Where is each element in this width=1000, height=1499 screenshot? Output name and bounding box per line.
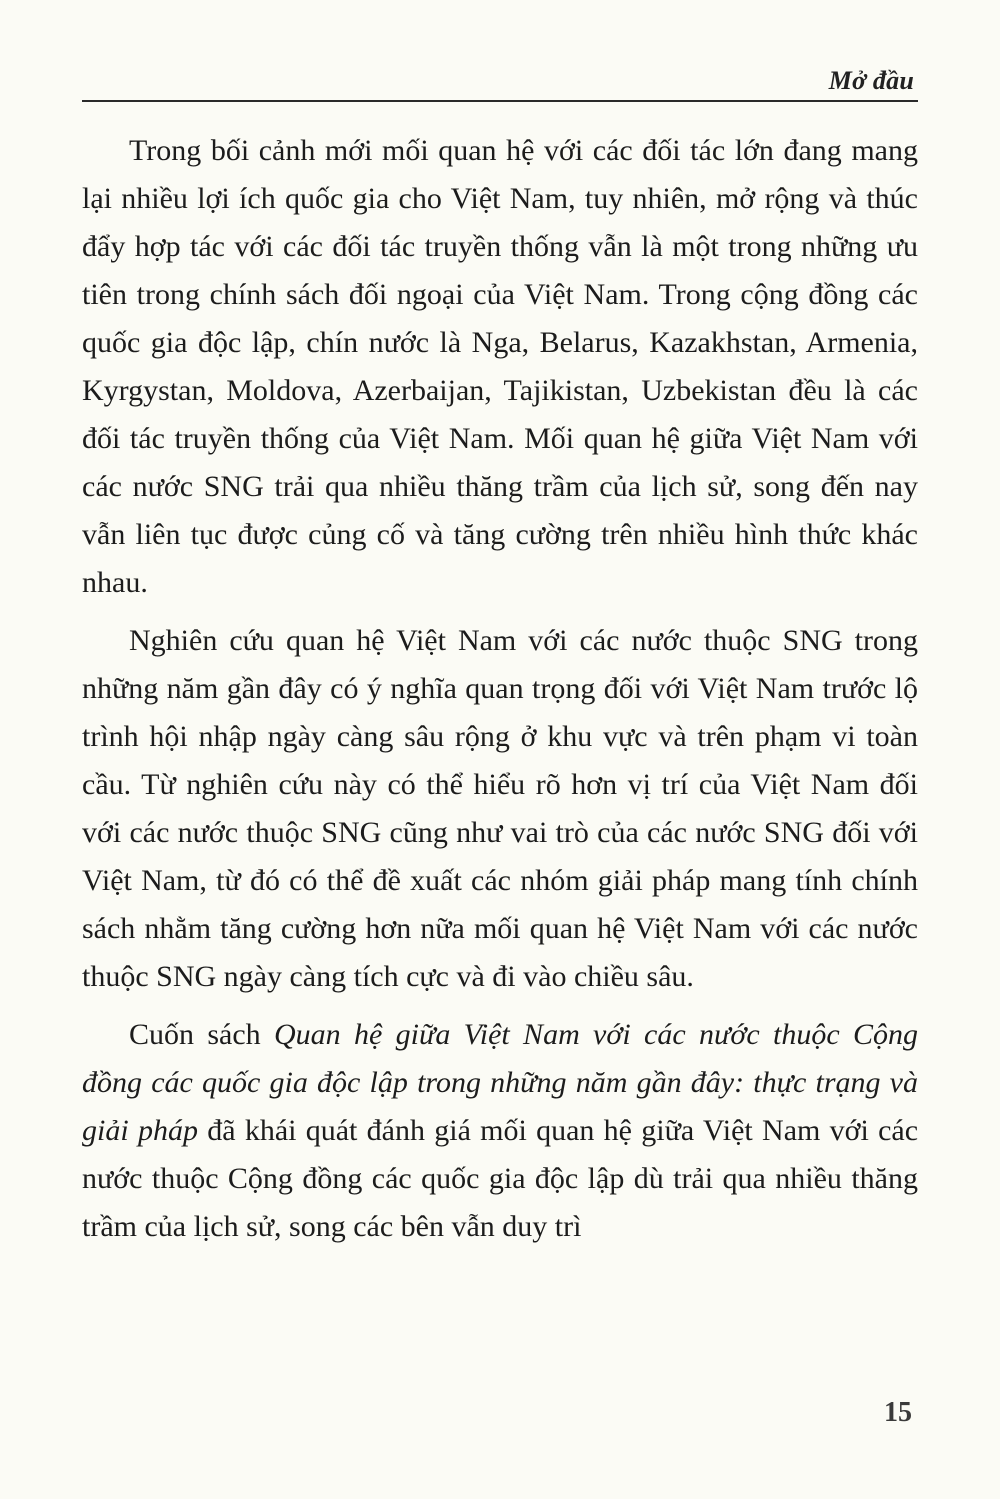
- book-title: Quan hệ giữa Việt Nam với các nước thuộc Cộng đồng các quốc gia độc lập trong những năm gần đây: thực trạng và giải pháp: [82, 1018, 919, 1147]
- header-divider: [82, 100, 918, 102]
- body-paragraph: [82, 1011, 918, 1251]
- body-paragraph: Nghiên cứu quan hệ Việt Nam với các nước thuộc SNG trong những năm gần đây có ý nghĩa quan trọng đối với Việt Nam trước lộ trình hội nhập ngày càng sâu rộng ở khu vực và trên phạm vi toàn cầu. Từ nghiên cứu này có thể hiểu rõ hơn vị trí của Việt Nam đối với các nước thuộc SNG cũng như vai trò của các nước SNG đối với Việt Nam, từ đó có thể đề xuất các nhóm giải pháp mang tính chính sách nhằm tăng cường hơn nữa mối quan hệ Việt Nam với các nước thuộc SNG ngày càng tích cực và đi vào chiều sâu.: [82, 624, 918, 993]
- body-paragraph: Trong bối cảnh mới mối quan hệ với các đối tác lớn đang mang lại nhiều lợi ích quốc gia cho Việt Nam, tuy nhiên, mở rộng và thúc đẩy hợp tác với các đối tác truyền thống vẫn là một trong những ưu tiên trong chính sách đối ngoại của Việt Nam. Trong cộng đồng các quốc gia độc lập, chín nước là Nga, Belarus, Kazakhstan, Armenia, Kyrgystan, Moldova, Azerbaijan, Tajikistan, Uzbekistan đều là các đối tác truyền thống của Việt Nam. Mối quan hệ giữa Việt Nam với các nước SNG trải qua nhiều thăng trầm của lịch sử, song đến nay vẫn liên tục được củng cố và tăng cường trên nhiều hình thức khác nhau.: [82, 134, 918, 599]
- page-body: [82, 127, 918, 1251]
- running-header-title: Mở đầu: [828, 66, 914, 95]
- paragraph-continuation-text: đã khái quát đánh giá mối quan hệ giữa Việt Nam với các nước thuộc Cộng đồng các quốc gia độc lập dù trải qua nhiều thăng trầm của lịch sử, song các bên vẫn duy trì: [82, 1114, 919, 1243]
- paragraph-lead-text: Cuốn sách: [129, 1018, 261, 1051]
- page-number: 15: [884, 1397, 912, 1428]
